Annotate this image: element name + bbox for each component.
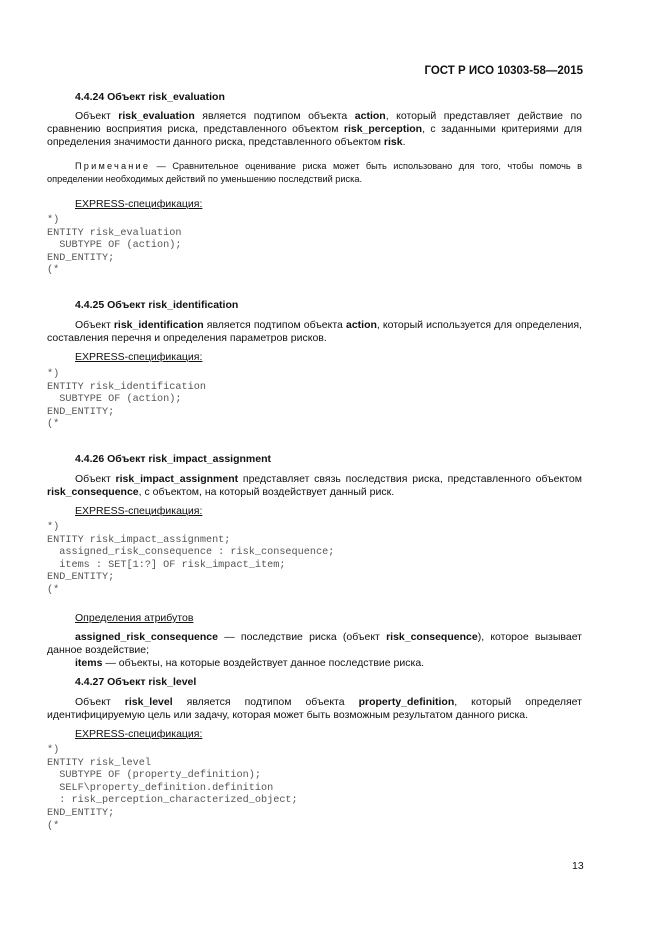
page-number: 13 [572,860,584,872]
express-label: EXPRESS-спецификация: [75,198,203,210]
section-heading-4-4-26: 4.4.26 Объект risk_impact_assignment [75,453,271,465]
express-label: EXPRESS-спецификация: [75,351,203,363]
term: risk_consequence [386,631,478,643]
paragraph-risk-level [47,696,582,722]
text: , который определяет идентифицируемую цель или задачу, которая может быть возможным результатом данного риска. [47,696,582,721]
term: assigned_risk_consequence [75,631,218,643]
text: является подтипом объекта [203,319,346,331]
section-heading-4-4-27: 4.4.27 Объект risk_level [75,676,197,688]
term: items [75,657,103,669]
text: , с объектом, на который воздействует данный риск. [138,486,395,498]
express-code: *) ENTITY risk_level SUBTYPE OF (property_definition); SELF\property_definition.definition : risk_perception_characterized_object; END_ENTITY; (* [47,745,298,832]
term: risk [383,136,403,148]
text: является подтипом объекта [172,696,359,708]
text: , который используется для определения, составления перечня и определения параметров рисков. [47,319,582,344]
text: , с заданными критериями для определения значимости данного риска, представленного объектом [47,123,582,148]
text: , который представляет действие по сравнению восприятия риска, представленного объектом [47,110,582,135]
text: ), которое вызывает данное воздействие; [47,631,582,656]
text: Объект [75,696,125,708]
section-heading-4-4-24: 4.4.24 Объект risk_evaluation [75,91,225,103]
text: Объект [75,319,114,331]
term: property_definition [358,696,455,708]
text: — последствие риска (объект [218,631,387,643]
express-code: *) ENTITY risk_identification SUBTYPE OF (action); END_ENTITY; (* [47,369,206,431]
text: — объекты, на которые воздействует данное последствие риска. [102,657,425,669]
term: risk_evaluation [118,110,195,122]
term: risk_identification [113,319,204,331]
text: является подтипом объекта [194,110,355,122]
express-code: *) ENTITY risk_impact_assignment; assigned_risk_consequence : risk_consequence; items : SET[1:?] OF risk_impact_item; END_ENTITY; (* [47,522,335,596]
term: action [354,110,386,122]
text: Объект [75,110,119,122]
term: risk_consequence [47,486,139,498]
text: . [402,136,406,148]
text: Объект [75,473,116,485]
attribute-definition [47,657,582,670]
express-label: EXPRESS-спецификация: [75,728,203,740]
note [47,160,582,186]
paragraph-risk-evaluation [47,110,582,149]
express-label: EXPRESS-спецификация: [75,505,203,517]
paragraph-risk-impact-assignment [47,473,582,499]
note-text: — Сравнительное оценивание риска может быть использовано для того, чтобы помочь в определении необходимых действий по уменьшению последствий риска. [47,161,582,184]
attribute-definitions-heading: Определения атрибутов [75,612,194,624]
note-label: Примечание [75,161,151,171]
paragraph-risk-identification [47,319,582,345]
text: представляет связь последствия риска, представленного объектом [238,473,582,485]
attribute-definition [47,631,582,657]
document-header: ГОСТ Р ИСО 10303-58—2015 [424,65,583,77]
term: risk_impact_assignment [115,473,239,485]
term: action [345,319,377,331]
term: risk_perception [343,123,423,135]
express-code: *) ENTITY risk_evaluation SUBTYPE OF (action); END_ENTITY; (* [47,215,182,277]
section-heading-4-4-25: 4.4.25 Объект risk_identification [75,299,239,311]
term: risk_level [124,696,173,708]
